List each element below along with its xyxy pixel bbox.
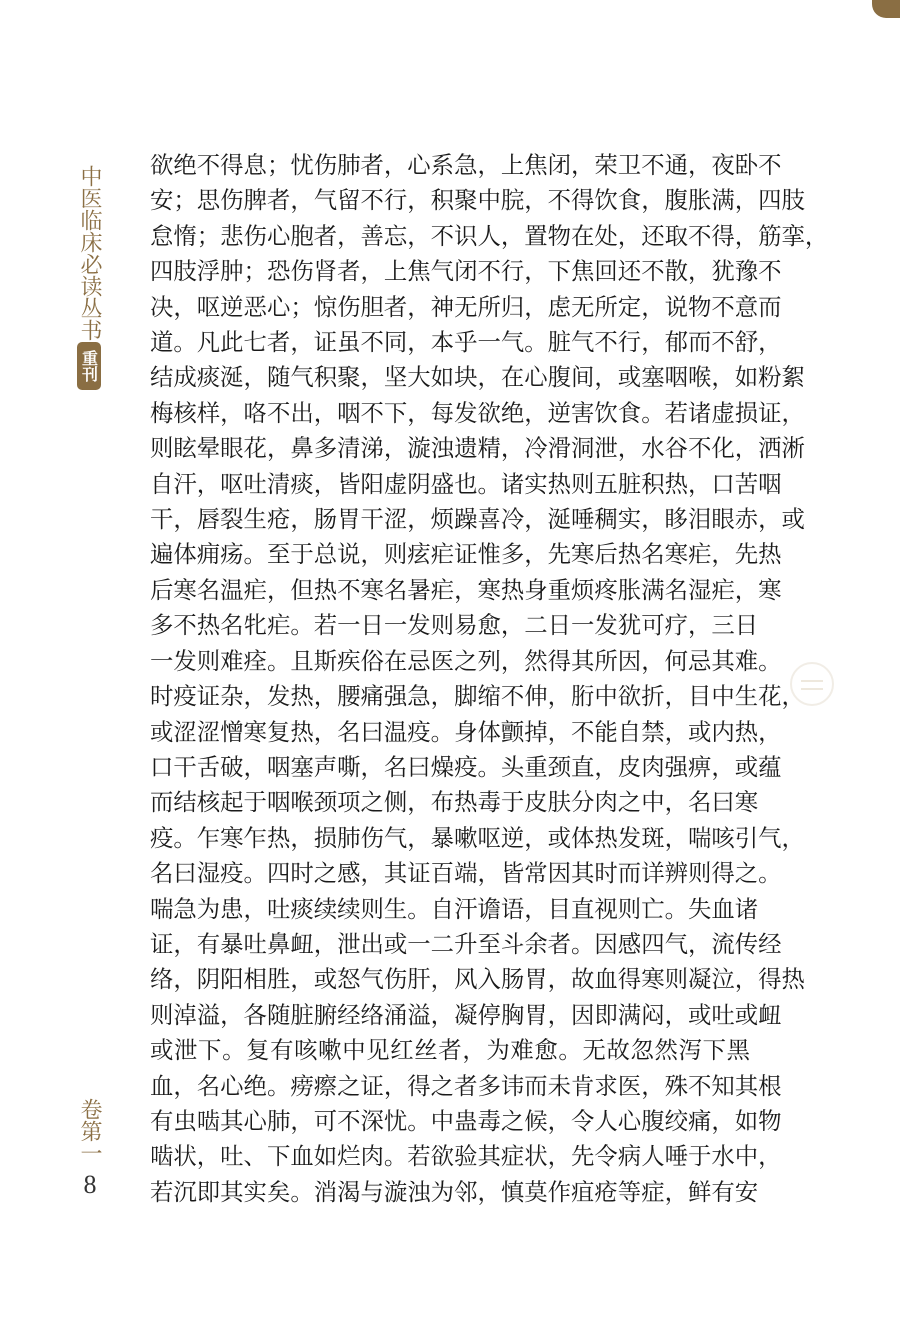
main-text (150, 148, 829, 1210)
text-line: 证，有暴吐鼻衄，泄出或一二升至斗余者。因感四气，流传经 (150, 929, 782, 958)
text-line: 怠惰；悲伤心胞者，善忘，不识人，置物在处，还取不得，筋挛， (150, 221, 829, 250)
text-line: 后寒名温疟，但热不寒名暑疟，寒热身重烦疼胀满名湿疟，寒 (150, 575, 782, 604)
text-line: 自汗，呕吐清痰，皆阳虚阴盛也。诸实热则五脏积热，口苦咽 (150, 469, 782, 498)
text-line: 四肢浮肿；恐伤肾者，上焦气闭不行，下焦回还不散，犹豫不 (150, 257, 782, 286)
text-line: 疫。乍寒乍热，损肺伤气，暴嗽呕逆，或体热发斑，喘咳引气， (150, 823, 805, 852)
text-line: 欲绝不得息；忧伤肺者，心系急，上焦闭，荣卫不通，夜卧不 (150, 151, 782, 179)
text-line: 安；思伤脾者，气留不行，积聚中脘，不得饮食，腹胀满，四肢 (150, 186, 805, 215)
series-title: 中医临床必读丛书 (77, 165, 102, 341)
text-line: 而结核起于咽喉颈项之侧，布热毒于皮肤分肉之中，名曰寒 (150, 788, 759, 817)
text-line: 口干舌破，咽塞声嘶，名曰燥疫。头重颈直，皮肉强痹，或蕴 (150, 752, 782, 781)
text-line: 干，唇裂生疮，肠胃干涩，烦躁喜冷，涎唾稠实，眵泪眼赤，或 (150, 505, 805, 534)
text-line: 梅核样，咯不出，咽不下，每发欲绝，逆害饮食。若诸虚损证， (150, 398, 805, 427)
corner-tab (872, 0, 900, 18)
text-line: 决，呕逆恶心；惊伤胆者，神无所归，虑无所定，说物不意而 (150, 292, 782, 321)
text-line: 一发则难痊。且斯疾俗在忌医之列，然得其所因，何忌其难。 (150, 646, 782, 675)
text-line: 多不热名牝疟。若一日一发则易愈，二日一发犹可疗，三日 (150, 611, 759, 640)
text-line: 血，名心绝。痨瘵之证，得之者多讳而未肯求医，殊不知其根 (150, 1071, 782, 1100)
text-line: 或涩涩憎寒复热，名曰温疫。身体颤掉，不能自禁，或内热， (150, 717, 782, 746)
reprint-seal: 重刊 (77, 342, 101, 390)
text-line: 结成痰涎，随气积聚，坚大如块，在心腹间，或塞咽喉，如粉絮 (150, 363, 805, 392)
page-number: 8 (83, 1170, 97, 1199)
text-line: 遍体痈疡。至于总说，则痃疟证惟多，先寒后热名寒疟，先热 (150, 540, 782, 569)
text-line: 名曰湿疫。四时之感，其证百端，皆常因其时而详辨则得之。 (150, 859, 782, 888)
text-line: 或泄下。复有咳嗽中见红丝者，为难愈。无故忽然泻下黑 (150, 1036, 750, 1065)
text-line: 有虫啮其心肺，可不深忧。中蛊毒之候，令人心腹绞痛，如物 (150, 1106, 782, 1135)
text-line: 时疫证杂，发热，腰痛强急，脚缩不伸，胻中欲折，目中生花， (150, 682, 805, 711)
volume-label: 卷第一 (77, 1098, 102, 1164)
text-line: 则淖溢，各随脏腑经络涌溢，凝停胸胃，因即满闷，或吐或衄 (150, 1000, 782, 1029)
text-line: 道。凡此七者，证虽不同，本乎一气。脏气不行，郁而不舒， (150, 328, 782, 357)
text-line: 络，阴阳相胜，或怒气伤肝，风入肠胃，故血得寒则凝泣，得热 (150, 965, 805, 994)
text-line: 则眩晕眼花，鼻多清涕，漩浊遗精，冷滑洞泄，水谷不化，洒淅 (150, 434, 805, 463)
text-line: 啮状，吐、下血如烂肉。若欲验其症状，先令病人唾于水中， (150, 1142, 782, 1171)
text-line: 若沉即其实矣。消渴与漩浊为邻，慎莫作疽疮等症，鲜有安 (150, 1177, 759, 1206)
text-line: 喘急为患，吐痰续续则生。自汗谵语，目直视则亡。失血诸 (150, 894, 759, 923)
